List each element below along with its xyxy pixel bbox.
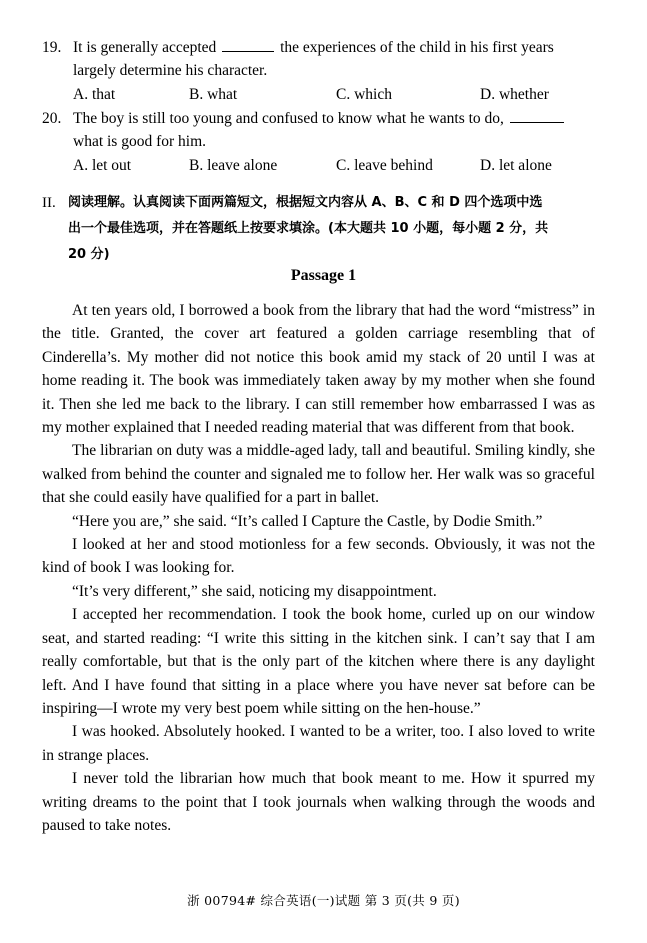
question-number: 20. [42, 110, 62, 127]
page-footer: 浙 00794# 综合英语(一)试题 第 3 页(共 9 页) [187, 893, 460, 908]
passage-body [42, 299, 595, 837]
section-number: II. [42, 195, 56, 211]
option-b: B. what [189, 86, 238, 103]
passage-title: Passage 1 [290, 267, 357, 284]
answer-blank [222, 36, 274, 52]
passage-paragraph: I never told the librarian how much that book meant to me. How it spurred my writing dreams to the point that I took journals when walking through the woods and paused to take notes. [42, 770, 595, 834]
option-a: A. that [73, 86, 116, 103]
section-instruction-line: 出一个最佳选项，并在答题纸上按要求填涂。(本大题共 10 小题，每小题 2 分，共 [68, 221, 549, 236]
option-a: A. let out [73, 157, 132, 174]
passage-paragraph: “Here you are,” she said. “It’s called I Capture the Castle, by Dodie Smith.” [72, 512, 543, 530]
passage-paragraph: The librarian on duty was a middle-aged lady, tall and beautiful. Smiling kindly, she walked from behind the counter and signaled me to follow her. Her walk was so graceful that she could easily have qualified for a part in ballet. [42, 442, 595, 507]
option-c: C. leave behind [336, 157, 433, 174]
answer-blank [510, 107, 564, 123]
option-b: B. leave alone [189, 157, 278, 174]
question-stem-line1 [73, 107, 566, 130]
passage-paragraph: “It’s very different,” she said, noticing my disappointment. [72, 582, 437, 600]
passage-paragraph: I was hooked. Absolutely hooked. I wanted to be a writer, too. I also loved to write in strange places. [42, 723, 595, 764]
question-stem-line1 [73, 36, 554, 59]
question-number: 19. [42, 39, 62, 56]
question-stem-after-blank: the experiences of the child in his first years [280, 39, 554, 56]
section-instruction-line: 阅读理解。认真阅读下面两篇短文，根据短文内容从 A、B、C 和 D 四个选项中选 [68, 195, 543, 210]
question-stem-line2: largely determine his character. [73, 62, 268, 79]
passage-paragraph: I accepted her recommendation. I took the book home, curled up on our window seat, and started reading: “I write this sitting in the kitchen sink. I can’t say that I am really comfortable, but that is the only part of the kitchen where there is any daylight left. And I have found that sitting in a place where you have never sat before can be inspiring—I wrote my very best poem while sitting on the hen-house.” [42, 606, 595, 717]
option-c: C. which [336, 86, 392, 103]
option-d: D. let alone [480, 157, 552, 174]
question-stem-before-blank: The boy is still too young and confused to know what he wants to do, [73, 110, 504, 127]
option-d: D. whether [480, 86, 549, 103]
question-stem-line2: what is good for him. [73, 133, 207, 150]
section-instruction-line: 20 分) [68, 247, 110, 262]
passage-paragraph: I looked at her and stood motionless for a few seconds. Obviously, it was not the kind of book I was looking for. [42, 536, 595, 577]
passage-paragraph: At ten years old, I borrowed a book from the library that had the word “mistress” in the title. Granted, the cover art featured a golden carriage resembling that of Cinderella’s. My mother did not notice this book amid my stack of 20 until I was at home reading it. The book was immediately taken away by my mother when she found it. Then she led me back to the library. I can still remember how embarrassed I was as my mother explained that I needed reading material that was different from that book. [42, 302, 595, 437]
question-stem-before-blank: It is generally accepted [73, 39, 217, 56]
